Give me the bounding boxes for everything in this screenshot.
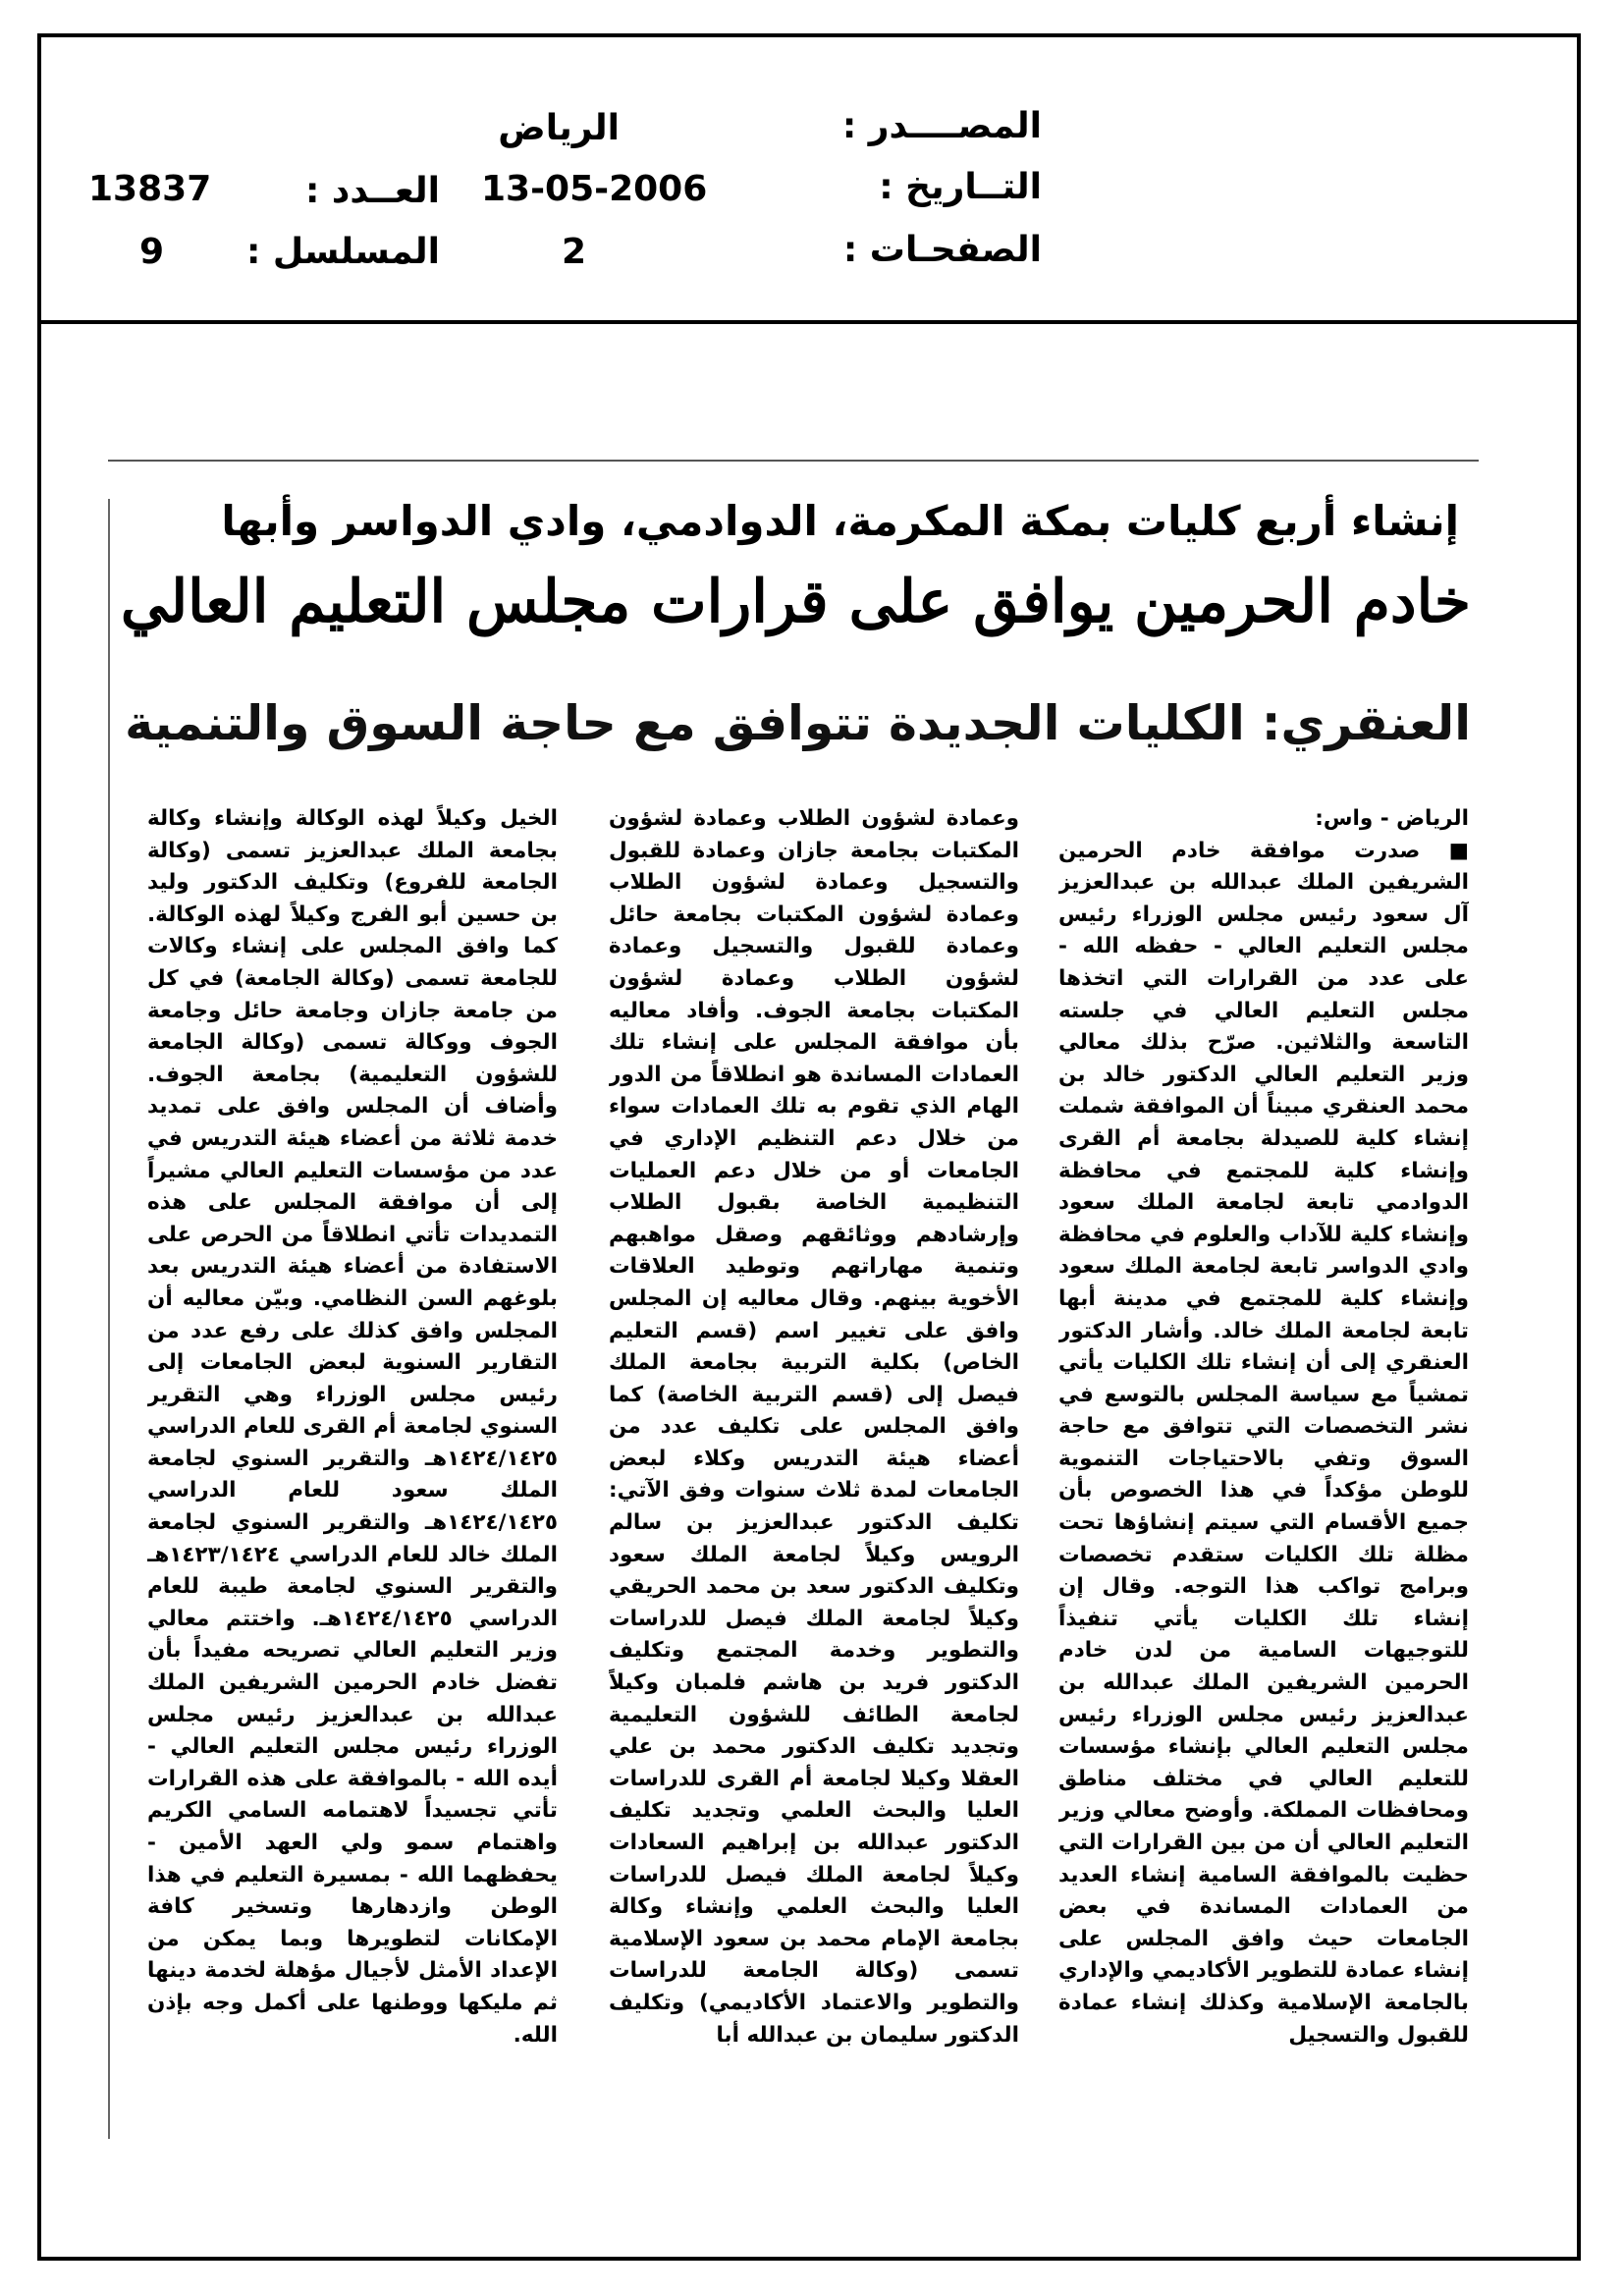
article-kicker: إنشاء أربع كليات بمكة المكرمة، الدوادمي، وادي الدواسر وأبها	[221, 497, 1459, 545]
serial-label: المسلسل :	[245, 232, 440, 272]
article-top-rule	[108, 460, 1479, 462]
issue-label: العــدد :	[305, 171, 440, 211]
article-dateline: الرياض - واس:	[1315, 806, 1469, 831]
article-subheadline: العنقري: الكليات الجديدة تتوافق مع حاجة السوق والتنمية	[125, 695, 1471, 751]
clipping-header	[41, 37, 1577, 324]
issue-value: 13837	[88, 169, 212, 209]
date-value: 13-05-2006	[481, 169, 708, 209]
article-headline: خادم الحرمين يوافق على قرارات مجلس التعليم العالي	[120, 568, 1471, 636]
column-3-text: الخيل وكيلاً لهذه الوكالة وإنشاء وكالة بجامعة الملك عبدالعزيز تسمى (وكالة الجامعة للفروع) وتكليف الدكتور وليد بن حسين أبو الفرج وكيلاً لهذه الوكالة. كما وافق المجلس على إنشاء وكالات للجامعة تسمى (وكالة الجامعة) في كل من جامعة جازان وجامعة حائل وجامعة الجوف ووكالة تسمى (وكالة الجامعة للشؤون التعليمية) بجامعة الجوف. وأضاف أن المجلس وافق على تمديد خدمة ثلاثة من أعضاء هيئة التدريس في عدد من مؤسسات التعليم العالي مشيراً إلى أن موافقة المجلس على هذه التمديدات تأتي انطلاقاً من الحرص على الاستفادة من أعضاء هيئة التدريس بعد بلوغهم السن النظامي. وبيّن معاليه أن المجلس وافق كذلك على رفع عدد من التقارير السنوية لبعض الجامعات إلى رئيس مجلس الوزراء وهي التقرير السنوي لجامعة أم القرى للعام الدراسي ١٤٢٤/١٤٢٥هـ والتقرير السنوي لجامعة الملك سعود للعام الدراسي ١٤٢٤/١٤٢٥هـ والتقرير السنوي لجامعة الملك خالد للعام الدراسي ١٤٢٣/١٤٢٤هـ والتقرير السنوي لجامعة طيبة للعام الدراسي ١٤٢٤/١٤٢٥هـ. واختتم معالي وزير التعليم العالي تصريحه مفيداً بأن تفضل خادم الحرمين الشريفين الملك عبدالله بن عبدالعزيز رئيس مجلس الوزراء رئيس مجلس التعليم العالي - أيده الله - بالموافقة على هذه القرارات تأتي تجسيداً لاهتمامه السامي الكريم واهتمام سمو ولي العهد الأمين - يحفظهما الله - بمسيرة التعليم في هذا الوطن وازدهارها وتسخير كافة الإمكانات لتطويرها وبما يمكن من الإعداد الأمثل لأجيال مؤهلة لخدمة دينها ثم مليكها ووطنها على أكمل وجه بإذن الله.	[147, 806, 558, 2048]
article-column-1	[1058, 803, 1469, 2139]
pages-value: 2	[562, 232, 587, 272]
pages-label: الصفحـات :	[842, 230, 1042, 270]
column-2-text: وعمادة لشؤون الطلاب وعمادة لشؤون المكتبات بجامعة جازان وعمادة للقبول والتسجيل وعمادة لشؤون الطلاب وعمادة لشؤون المكتبات بجامعة حائل وعمادة للقبول والتسجيل وعمادة لشؤون الطلاب وعمادة لشؤون المكتبات بجامعة الجوف. وأفاد معاليه بأن موافقة المجلس على إنشاء تلك العمادات المساندة هو انطلاقاً من الدور الهام الذي تقوم به تلك العمادات سواء من خلال دعم التنظيم الإداري في الجامعات أو من خلال دعم العمليات التنظيمية الخاصة بقبول الطلاب وإرشادهم ووثائقهم وصقل مواهبهم وتنمية مهاراتهم وتوطيد العلاقات الأخوية بينهم. وقال معاليه إن المجلس وافق على تغيير اسم (قسم التعليم الخاص) بكلية التربية بجامعة الملك فيصل إلى (قسم التربية الخاصة) كما وافق المجلس على تكليف عدد من أعضاء هيئة التدريس وكلاء لبعض الجامعات لمدة ثلاث سنوات وفق الآتي: تكليف الدكتور عبدالعزيز بن سالم الرويس وكيلاً لجامعة الملك سعود وتكليف الدكتور سعد بن محمد الحريقي وكيلاً لجامعة الملك فيصل للدراسات والتطوير وخدمة المجتمع وتكليف الدكتور فريد بن هاشم فلمبان وكيلاً لجامعة الطائف للشؤون التعليمية وتجديد تكليف الدكتور محمد بن علي العقلا وكيلا لجامعة أم القرى للدراسات العليا والبحث العلمي وتجديد تكليف الدكتور عبدالله بن إبراهيم السعادات وكيلاً لجامعة الملك فيصل للدراسات العليا والبحث العلمي وإنشاء وكالة بجامعة الإمام محمد بن سعود الإسلامية تسمى (وكالة الجامعة للدراسات والتطوير والاعتماد الأكاديمي) وتكليف الدكتور سليمان بن عبدالله أبا	[609, 806, 1019, 2048]
article-column-3	[147, 803, 558, 2139]
article-left-rule	[108, 499, 110, 2139]
newspaper-article	[108, 460, 1479, 2144]
serial-value: 9	[139, 232, 165, 272]
column-1-text: ■ صدرت موافقة خادم الحرمين الشريفين الملك عبدالله بن عبدالعزيز آل سعود رئيس مجلس الوزراء رئيس مجلس التعليم العالي - حفظه الله - على عدد من القرارات التي اتخذها مجلس التعليم العالي في جلسته التاسعة والثلاثين. صرّح بذلك معالي وزير التعليم العالي الدكتور خالد بن محمد العنقري مبيناً أن الموافقة شملت إنشاء كلية للصيدلة بجامعة أم القرى وإنشاء كلية للمجتمع في محافظة الدوادمي تابعة لجامعة الملك سعود وإنشاء كلية للآداب والعلوم في محافظة وادي الدواسر تابعة لجامعة الملك سعود وإنشاء كلية للمجتمع في مدينة أبها تابعة لجامعة الملك خالد. وأشار الدكتور العنقري إلى أن إنشاء تلك الكليات يأتي تمشياً مع سياسة المجلس بالتوسع في نشر التخصصات التي تتوافق مع حاجة السوق وتفي بالاحتياجات التنموية للوطن مؤكداً في هذا الخصوص بأن جميع الأقسام التي سيتم إنشاؤها تحت مظلة تلك الكليات ستقدم تخصصات وبرامج تواكب هذا التوجه. وقال إن إنشاء تلك الكليات يأتي تنفيذاً للتوجيهات السامية من لدن خادم الحرمين الشريفين الملك عبدالله بن عبدالعزيز رئيس مجلس الوزراء رئيس مجلس التعليم العالي بإنشاء مؤسسات للتعليم العالي في مختلف مناطق ومحافظات المملكة. وأوضح معالي وزير التعليم العالي أن من بين القرارات التي حظيت بالموافقة السامية إنشاء العديد من العمادات المساندة في بعض الجامعات حيث وافق المجلس على إنشاء عمادة للتطوير الأكاديمي والإداري بالجامعة الإسلامية وكذلك إنشاء عمادة للقبول والتسجيل	[1058, 838, 1469, 2048]
source-label: المصــــدر :	[841, 106, 1042, 146]
article-column-2	[609, 803, 1019, 2139]
date-label: التــاريخ :	[879, 167, 1042, 207]
source-value: الرياض	[498, 108, 620, 148]
